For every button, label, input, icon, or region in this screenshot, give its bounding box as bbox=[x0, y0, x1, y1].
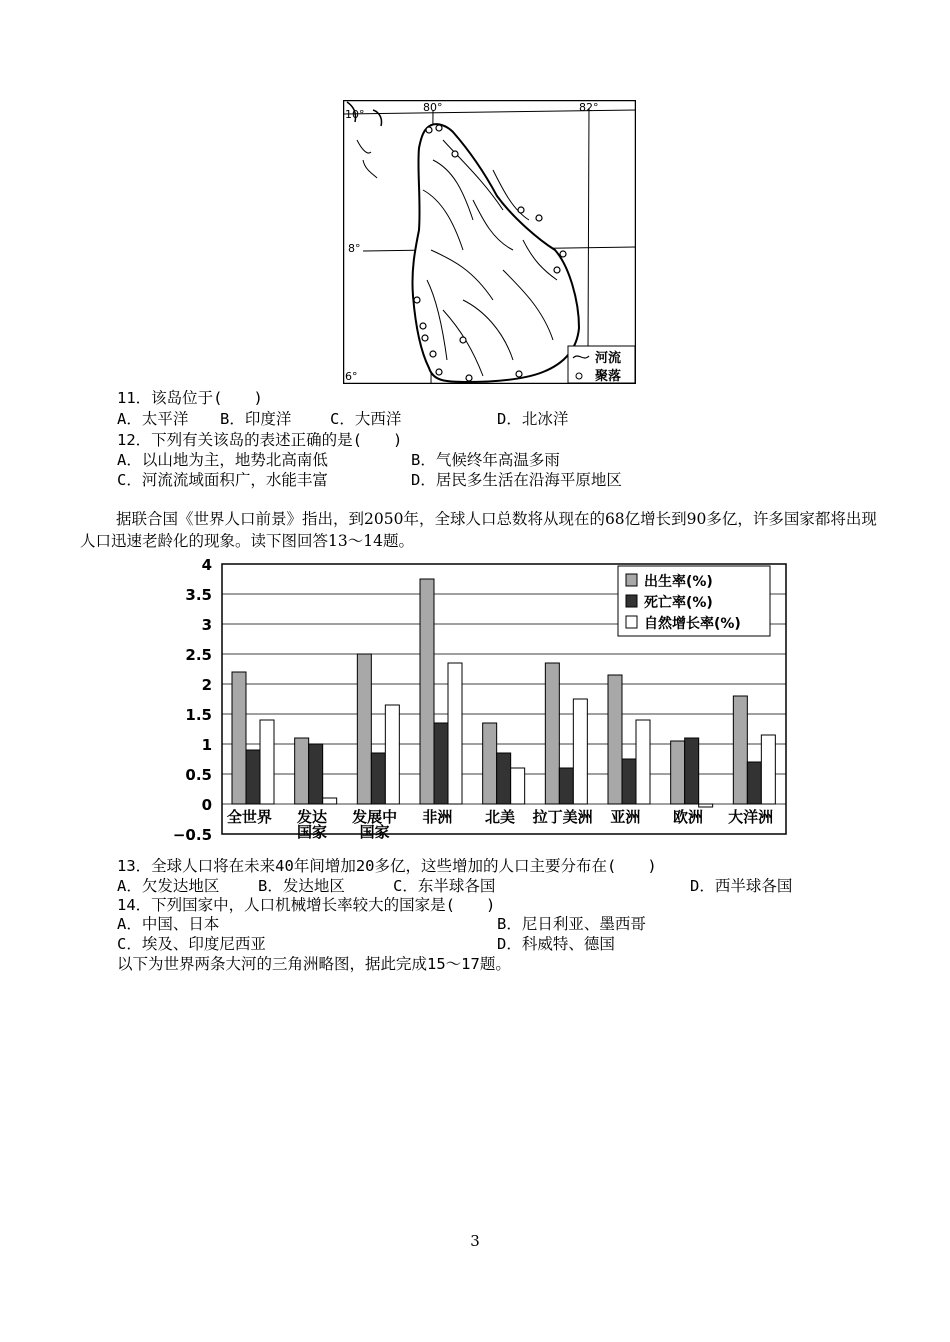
q12-option-c: C．河流流域面积广，水能丰富 bbox=[117, 471, 328, 489]
q12-option-d: D．居民多生活在沿海平原地区 bbox=[411, 471, 622, 489]
bar bbox=[483, 723, 497, 804]
bar bbox=[420, 579, 434, 804]
lat-label-8: 8° bbox=[348, 242, 361, 255]
category-label: 拉丁美洲 bbox=[532, 808, 593, 826]
lat-label-6: 6° bbox=[345, 370, 358, 383]
lon-label-80: 80° bbox=[423, 101, 443, 114]
bar bbox=[699, 804, 713, 807]
bar bbox=[385, 705, 399, 804]
bar bbox=[434, 723, 448, 804]
bar bbox=[448, 663, 462, 804]
bar bbox=[671, 741, 685, 804]
y-tick-label: 0 bbox=[201, 796, 212, 814]
bar bbox=[323, 798, 337, 804]
category-label: 发展中 bbox=[352, 808, 398, 826]
bar bbox=[260, 720, 274, 804]
category-label: 大洋洲 bbox=[728, 808, 774, 826]
q14-option-a: A．中国、日本 bbox=[117, 915, 220, 933]
bar bbox=[747, 762, 761, 804]
category-label: 国家 bbox=[296, 823, 328, 841]
category-label: 发达 bbox=[296, 808, 328, 826]
bar bbox=[573, 699, 587, 804]
y-tick-label: 4 bbox=[201, 556, 212, 574]
y-tick-label: −0.5 bbox=[172, 826, 212, 842]
q13-option-c: C．东半球各国 bbox=[393, 877, 496, 895]
y-tick-label: 2 bbox=[201, 676, 212, 694]
bar bbox=[357, 654, 371, 804]
q12-option-a: A．以山地为主，地势北高南低 bbox=[117, 451, 328, 469]
q14-option-b: B．尼日利亚、墨西哥 bbox=[497, 915, 646, 933]
bar bbox=[511, 768, 525, 804]
bar bbox=[559, 768, 573, 804]
y-tick-label: 3.5 bbox=[185, 586, 212, 604]
legend-label: 自然增长率(%) bbox=[644, 616, 741, 632]
category-label: 北美 bbox=[484, 808, 516, 826]
q12-stem: 12．下列有关该岛的表述正确的是( ) bbox=[117, 431, 403, 449]
bar bbox=[246, 750, 260, 804]
q11-option-c: C．大西洋 bbox=[330, 410, 402, 428]
category-label: 国家 bbox=[359, 823, 390, 841]
category-label: 欧洲 bbox=[672, 808, 704, 826]
q14-option-d: D．科威特、德国 bbox=[497, 935, 615, 953]
q13-stem: 13．全球人口将在未来40年间增加20多亿，这些增加的人口主要分布在( ) bbox=[117, 857, 657, 875]
bar bbox=[309, 744, 323, 804]
legend-swatch bbox=[626, 616, 637, 628]
bar bbox=[608, 675, 622, 804]
legend-river-label: 河流 bbox=[595, 351, 622, 366]
next-section-intro: 以下为世界两条大河的三角洲略图，据此完成15～17题。 bbox=[117, 955, 511, 973]
bar bbox=[685, 738, 699, 804]
bar bbox=[371, 753, 385, 804]
q13-option-d: D．西半球各国 bbox=[690, 877, 793, 895]
q14-stem: 14．下列国家中，人口机械增长率较大的国家是( ) bbox=[117, 896, 496, 914]
y-tick-label: 2.5 bbox=[185, 646, 212, 664]
lon-label-82: 82° bbox=[579, 101, 599, 114]
legend-swatch bbox=[626, 574, 637, 586]
q11-option-a: A．太平洋 bbox=[117, 410, 189, 428]
legend-swatch bbox=[626, 595, 637, 607]
population-bar-chart bbox=[170, 552, 790, 842]
category-label: 亚洲 bbox=[610, 808, 641, 826]
lat-label-10: 10° bbox=[345, 108, 365, 121]
island-map bbox=[343, 100, 636, 384]
legend-label: 出生率(%) bbox=[644, 574, 713, 590]
q12-option-b: B．气候终年高温多雨 bbox=[411, 451, 560, 469]
bar bbox=[622, 759, 636, 804]
bar bbox=[295, 738, 309, 804]
q13-option-a: A．欠发达地区 bbox=[117, 877, 220, 895]
q13-option-b: B．发达地区 bbox=[258, 877, 345, 895]
q11-option-d: D．北冰洋 bbox=[497, 410, 569, 428]
q14-option-c: C．埃及、印度尼西亚 bbox=[117, 935, 266, 953]
category-label: 非洲 bbox=[422, 808, 453, 826]
category-label: 全世界 bbox=[226, 808, 272, 826]
bar bbox=[761, 735, 775, 804]
page-number: 3 bbox=[470, 1232, 480, 1250]
settlement-legend-icon bbox=[576, 373, 582, 379]
bar bbox=[545, 663, 559, 804]
legend-label: 死亡率(%) bbox=[644, 595, 713, 611]
q11-option-b: B．印度洋 bbox=[220, 410, 292, 428]
bar bbox=[497, 753, 511, 804]
bar bbox=[636, 720, 650, 804]
y-tick-label: 1.5 bbox=[185, 706, 212, 724]
y-tick-label: 0.5 bbox=[185, 766, 212, 784]
q11-stem: 11．该岛位于( ) bbox=[117, 389, 263, 407]
y-tick-label: 1 bbox=[201, 736, 212, 754]
legend-settlement-label: 聚落 bbox=[595, 369, 622, 384]
population-intro: 据联合国《世界人口前景》指出，到2050年，全球人口总数将从现在的68亿增长到90多亿，许多国家都将出现人口迅速老龄化的现象。读下图回答13～14题。 bbox=[80, 510, 877, 550]
bar bbox=[232, 672, 246, 804]
bar bbox=[733, 696, 747, 804]
y-tick-label: 3 bbox=[201, 616, 212, 634]
